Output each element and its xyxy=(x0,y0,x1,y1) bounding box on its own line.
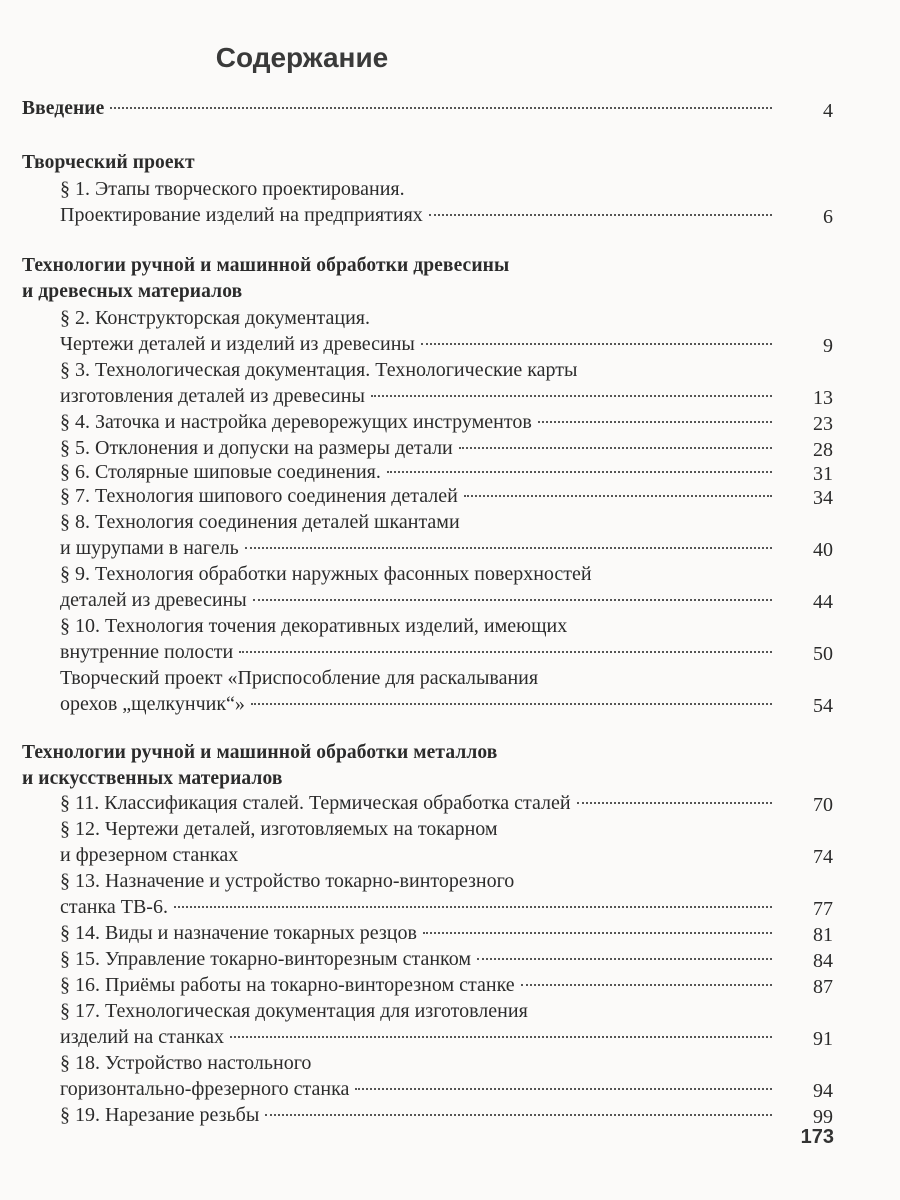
toc-entry-text: § 5. Отклонения и допуски на размеры детали xyxy=(60,437,453,459)
toc-page-number: 28 xyxy=(813,439,833,461)
toc-entry xyxy=(60,459,778,485)
toc-page-number: 74 xyxy=(813,846,833,868)
toc-entry-text: деталей из древесины xyxy=(60,589,247,611)
toc-heading xyxy=(22,740,497,766)
toc-entry xyxy=(60,1102,778,1128)
toc-entry xyxy=(60,383,778,409)
toc-entry xyxy=(60,1076,778,1102)
toc-entry-text: § 17. Технологическая документация для изготовления xyxy=(60,1000,528,1022)
toc-page-number: 23 xyxy=(813,413,833,435)
toc-entry-text: Введение xyxy=(22,98,105,119)
toc-heading xyxy=(22,96,778,122)
toc-page-number: 13 xyxy=(813,387,833,409)
toc-entry xyxy=(60,331,778,357)
toc-entry xyxy=(60,842,238,868)
toc-entry xyxy=(60,1050,311,1076)
toc-entry-text: Чертежи деталей и изделий из древесины xyxy=(60,333,415,355)
page-title: Содержание xyxy=(215,42,389,73)
toc-entry-text: изготовления деталей из древесины xyxy=(60,385,365,407)
toc-heading xyxy=(22,279,242,305)
toc-entry-text: § 7. Технология шипового соединения деталей xyxy=(60,485,458,507)
dot-leader xyxy=(387,471,772,473)
toc-entry-text: § 9. Технология обработки наружных фасонных поверхностей xyxy=(60,563,592,585)
toc-entry-text: и искусственных материалов xyxy=(22,768,283,789)
dot-leader xyxy=(110,107,772,109)
toc-entry xyxy=(60,691,778,717)
toc-entry xyxy=(60,509,460,535)
dot-leader xyxy=(251,703,772,705)
toc-entry xyxy=(60,998,528,1024)
toc-entry-text: Технологии ручной и машинной обработки металлов xyxy=(22,742,498,763)
toc-entry-text: и фрезерном станках xyxy=(60,844,239,866)
toc-entry xyxy=(60,535,778,561)
toc-entry-text: § 19. Нарезание резьбы xyxy=(60,1104,260,1126)
toc-entry-text: и древесных материалов xyxy=(22,281,243,302)
toc-entry-text: орехов „щелкунчик“» xyxy=(60,693,245,715)
toc-entry xyxy=(60,894,778,920)
toc-page-number: 81 xyxy=(813,924,833,946)
dot-leader xyxy=(239,651,772,653)
dot-leader xyxy=(429,214,772,216)
toc-entry-text: § 12. Чертежи деталей, изготовляемых на токарном xyxy=(60,818,498,840)
toc-entry xyxy=(60,816,498,842)
toc-entry-text: и шурупами в нагель xyxy=(60,537,239,559)
toc-entry-text: § 13. Назначение и устройство токарно-винторезного xyxy=(60,870,515,892)
toc-page-number: 91 xyxy=(813,1028,833,1050)
toc-entry-text: Творческий проект «Приспособление для раскалывания xyxy=(60,667,539,689)
toc-page-number: 77 xyxy=(813,898,833,920)
toc-entry-text: § 3. Технологическая документация. Технологические карты xyxy=(60,359,578,381)
toc-page-number: 54 xyxy=(813,695,833,717)
dot-leader xyxy=(355,1088,772,1090)
toc-entry xyxy=(60,790,778,816)
dot-leader xyxy=(245,547,772,549)
toc-entry xyxy=(60,946,778,972)
toc-entry xyxy=(60,305,370,331)
toc-entry-text: § 2. Конструкторская документация. xyxy=(60,307,370,329)
toc-entry-text: внутренние полости xyxy=(60,641,234,663)
toc-entry xyxy=(60,613,567,639)
toc-entry-text: станка ТВ-6. xyxy=(60,896,168,918)
toc-entry xyxy=(60,920,778,946)
toc-entry xyxy=(60,639,778,665)
toc-entry-text: § 4. Заточка и настройка дереворежущих инструментов xyxy=(60,411,532,433)
dot-leader xyxy=(577,802,772,804)
toc-page-number: 70 xyxy=(813,794,833,816)
toc-entry xyxy=(60,202,778,228)
toc-entry-text: Проектирование изделий на предприятиях xyxy=(60,204,423,226)
toc-entry-text: § 16. Приёмы работы на токарно-винторезном станке xyxy=(60,974,515,996)
toc-page-number: 40 xyxy=(813,539,833,561)
toc-entry xyxy=(60,1024,778,1050)
toc-entry xyxy=(60,665,538,691)
dot-leader xyxy=(538,421,772,423)
toc-entry-text: § 10. Технология точения декоративных изделий, имеющих xyxy=(60,615,568,637)
toc-page-number: 4 xyxy=(823,100,833,122)
dot-leader xyxy=(371,395,772,397)
toc-entry-text: Творческий проект xyxy=(22,152,195,173)
toc-page-number: 99 xyxy=(813,1106,833,1128)
toc-page-number: 84 xyxy=(813,950,833,972)
toc-entry-text: § 6. Столярные шиповые соединения. xyxy=(60,461,381,483)
toc-page-number: 6 xyxy=(823,206,833,228)
toc-entry-text: Технологии ручной и машинной обработки древесины xyxy=(22,255,510,276)
toc-entry-text: § 1. Этапы творческого проектирования. xyxy=(60,178,405,200)
toc-entry xyxy=(60,587,778,613)
toc-heading xyxy=(22,150,195,176)
toc-entry xyxy=(60,357,577,383)
dot-leader xyxy=(477,958,772,960)
page-number: 173 xyxy=(800,1126,834,1148)
toc-entry xyxy=(60,561,592,587)
dot-leader xyxy=(265,1114,772,1116)
dot-leader xyxy=(423,932,772,934)
dot-leader xyxy=(253,599,772,601)
toc-entry xyxy=(60,435,778,461)
toc-page-number: 44 xyxy=(813,591,833,613)
dot-leader xyxy=(521,984,772,986)
toc-page-number: 50 xyxy=(813,643,833,665)
toc-page-number: 9 xyxy=(823,335,833,357)
dot-leader xyxy=(459,447,772,449)
toc-entry xyxy=(60,868,514,894)
toc-entry xyxy=(60,483,778,509)
toc-entry-text: § 11. Классификация сталей. Термическая обработка сталей xyxy=(60,792,571,814)
toc-page-number: 94 xyxy=(813,1080,833,1102)
toc-page-number: 31 xyxy=(813,463,833,485)
toc-entry-text: § 14. Виды и назначение токарных резцов xyxy=(60,922,417,944)
dot-leader xyxy=(174,906,772,908)
toc-entry-text: § 15. Управление токарно-винторезным станком xyxy=(60,948,471,970)
toc-entry-text: § 8. Технология соединения деталей шкантами xyxy=(60,511,460,533)
toc-heading xyxy=(22,766,282,792)
dot-leader xyxy=(464,495,772,497)
toc-entry xyxy=(60,176,405,202)
dot-leader xyxy=(421,343,772,345)
toc-entry xyxy=(60,409,778,435)
toc-entry-text: изделий на станках xyxy=(60,1026,224,1048)
toc-entry-text: горизонтально-фрезерного станка xyxy=(60,1078,350,1100)
toc-entry xyxy=(60,972,778,998)
dot-leader xyxy=(230,1036,772,1038)
toc-heading xyxy=(22,253,509,279)
toc-page-number: 87 xyxy=(813,976,833,998)
toc-entry-text: § 18. Устройство настольного xyxy=(60,1052,312,1074)
toc-page-number: 34 xyxy=(813,487,833,509)
